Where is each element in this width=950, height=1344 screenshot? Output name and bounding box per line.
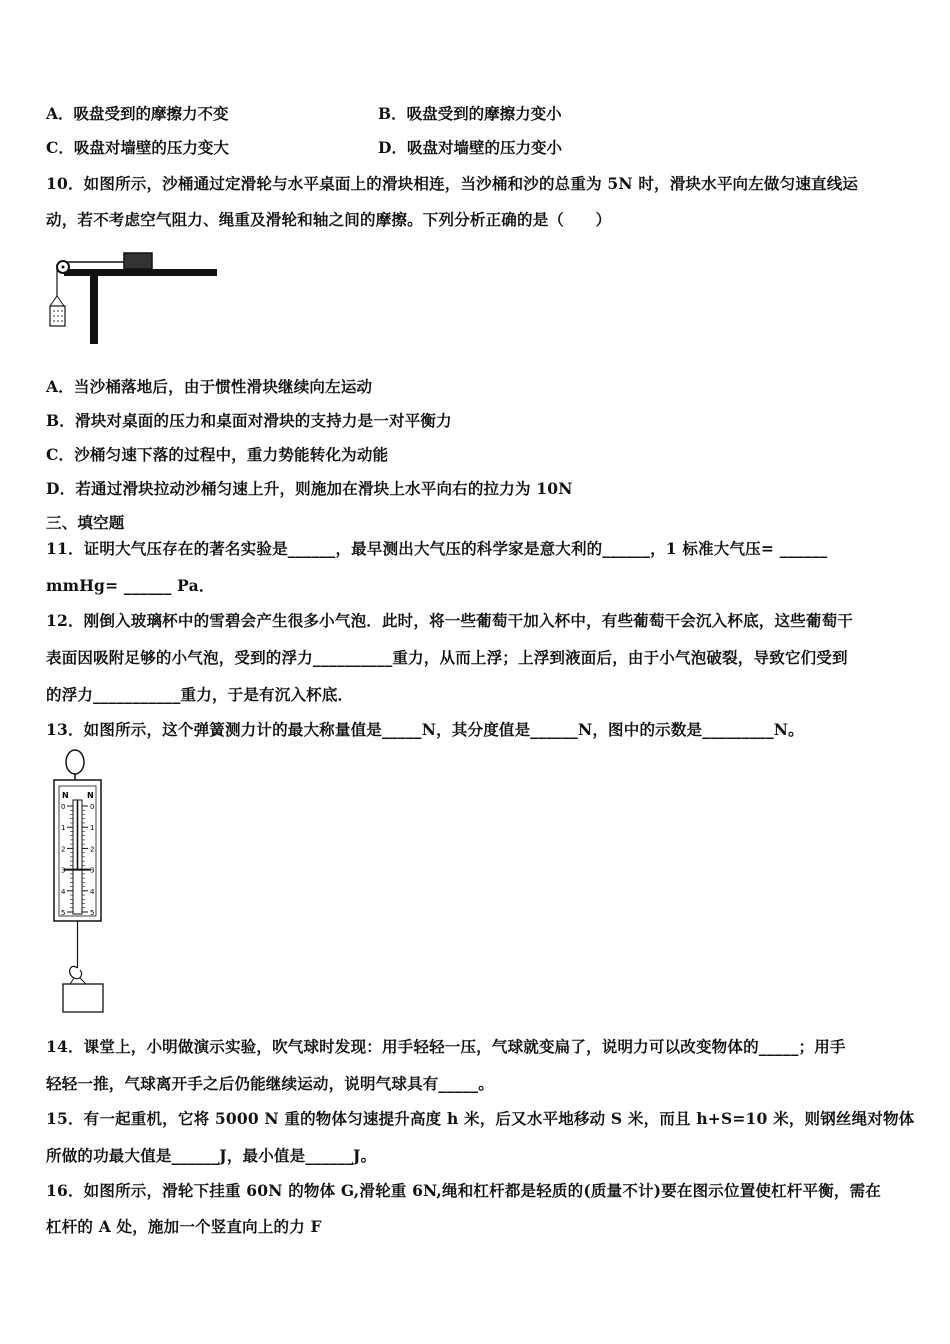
q10-stem-line1: 10．如图所示，沙桶通过定滑轮与水平桌面上的滑块相连，当沙桶和沙的总重为 5N 时，滑块水平向左做匀速直线运 <box>46 174 859 193</box>
q10-option-a: A．当沙桶落地后，由于惯性滑块继续向左运动 <box>46 377 373 396</box>
table-top <box>64 269 217 276</box>
q10-option-d: D．若通过滑块拉动沙桶匀速上升，则施加在滑块上水平向右的拉力为 10N <box>46 479 573 498</box>
tick-label-left: 1 <box>61 824 66 833</box>
q14-line1: 14．课堂上，小明做演示实验，吹气球时发现：用手轻轻一压，气球就变扁了，说明力可以改变物体的_____；用手 <box>46 1037 846 1056</box>
tick-label-left: 3 <box>61 866 66 875</box>
tick-label-right: 1 <box>90 824 95 833</box>
tick-label-left: 5 <box>61 909 66 917</box>
q12-line2: 表面因吸附足够的小气泡，受到的浮力__________重力，从而上浮；上浮到液面后，由于小气泡破裂，导致它们受到 <box>46 648 848 667</box>
q10-stem-line2: 动，若不考虑空气阻力、绳重及滑轮和轴之间的摩擦。下列分析正确的是（ ） <box>46 210 612 229</box>
tick-label-right: 4 <box>90 887 95 896</box>
slider-block <box>124 253 152 269</box>
top-ring <box>66 750 84 774</box>
hanging-weight <box>63 984 103 1012</box>
tick-label-right: 0 <box>90 803 95 811</box>
q16-line2: 杠杆的 A 处，施加一个竖直向上的力 F <box>46 1217 322 1236</box>
unit-left: N <box>62 791 69 800</box>
table-leg <box>90 276 98 344</box>
q9-option-d: D．吸盘对墙壁的压力变小 <box>378 138 562 157</box>
tick-label-right: 3 <box>90 866 95 875</box>
q15-line2: 所做的功最大值是______J，最小值是______J。 <box>46 1146 377 1165</box>
tick-label-left: 2 <box>61 845 66 854</box>
spring-scale-figure <box>50 748 110 1016</box>
q11-line2: mmHg= ______ Pa． <box>46 576 215 595</box>
pulley-table-figure <box>44 248 224 348</box>
q12-line1: 12．刚倒入玻璃杯中的雪碧会产生很多小气泡．此时，将一些葡萄干加入杯中，有些葡萄干会沉入杯底，这些葡萄干 <box>46 611 853 630</box>
q16-line1: 16．如图所示，滑轮下挂重 60N 的物体 G,滑轮重 6N,绳和杠杆都是轻质的(质量不计)要在图示位置使杠杆平衡，需在 <box>46 1181 882 1200</box>
tick-label-left: 0 <box>61 803 66 811</box>
unit-right: N <box>87 791 94 800</box>
q9-option-a: A．吸盘受到的摩擦力不变 <box>46 104 229 123</box>
q13-line1: 13．如图所示，这个弹簧测力计的最大称量值是_____N，其分度值是______N，图中的示数是_________N。 <box>46 720 804 739</box>
q12-line3: 的浮力___________重力，于是有沉入杯底． <box>46 685 354 704</box>
tick-label-right: 5 <box>90 909 95 917</box>
section-title: 三、填空题 <box>46 513 125 532</box>
hook <box>70 966 82 978</box>
q9-option-b: B．吸盘受到的摩擦力变小 <box>378 104 562 123</box>
q9-option-c: C．吸盘对墙壁的压力变大 <box>46 138 229 157</box>
q10-option-c: C．沙桶匀速下落的过程中，重力势能转化为动能 <box>46 445 389 464</box>
tick-label-right: 2 <box>90 845 95 854</box>
tick-label-left: 4 <box>61 887 66 896</box>
q15-line1: 15．有一起重机，它将 5000 N 重的物体匀速提升高度 h 米，后又水平地移动 S 米，而且 h+S=10 米，则钢丝绳对物体 <box>46 1109 915 1128</box>
q10-option-b: B．滑块对桌面的压力和桌面对滑块的支持力是一对平衡力 <box>46 411 452 430</box>
q11-line1: 11．证明大气压存在的著名实验是______，最早测出大气压的科学家是意大利的______，1 标准大气压= ______ <box>46 539 828 558</box>
q14-line2: 轻轻一推，气球离开手之后仍能继续运动，说明气球具有_____。 <box>46 1074 494 1093</box>
